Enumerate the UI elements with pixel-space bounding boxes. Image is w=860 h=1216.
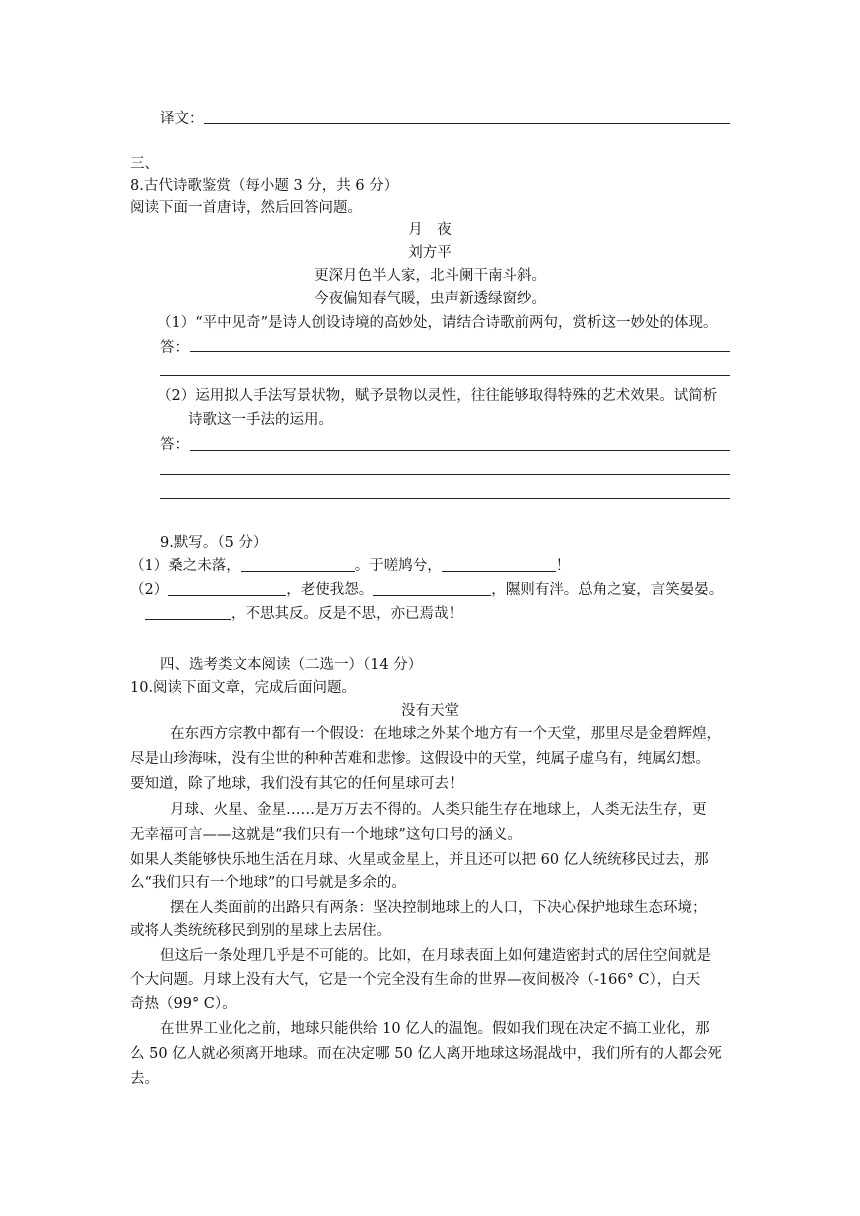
question-8-1-text: （1）“平中见奇”是诗人创设诗境的高妙处，请结合诗歌前两句，赏析这一妙处的体现。 [157,315,718,331]
article-p6-line-1: 在世界工业化之前，地球只能供给 10 亿人的温饱。假如我们现在决定不搞工业化，那 [160,1021,710,1037]
question-8-1-answer-line-1 [190,351,730,352]
poem-author: 刘方平 [408,245,452,261]
article-p3-line-2: 么“我们只有一个地球”的口号就是多余的。 [130,875,406,891]
question-9-item-3 [145,605,463,623]
question-8-2-answer-line-3 [160,498,730,499]
section-4-heading: 四、选考类文本阅读（二选一）（14 分） [160,657,423,673]
poem-line-2: 今夜偏知春气暖，虫声新透绿窗纱。 [314,291,546,307]
question-9-item-2-text-a: （2） [130,582,169,598]
question-8-2-text-b: 诗歌这一手法的运用。 [188,412,333,428]
fill-blank [168,581,286,596]
poem-title: 月 夜 [408,222,452,238]
fill-blank [145,605,231,620]
question-9-item-1-text-a: （1）桑之未落， [130,558,241,574]
question-9-item-1 [130,557,570,575]
fill-blank [241,557,355,572]
question-8-instruction: 阅读下面一首唐诗，然后回答问题。 [130,200,362,216]
question-8-2-text-a: （2）运用拟人手法写景状物，赋予景物以灵性，往往能够取得特殊的艺术效果。试简析 [157,388,718,404]
question-9-item-1-text-b: 。于嗟鸠兮， [354,558,442,574]
question-9-item-2-text-b: ，老使我怨。 [286,582,374,598]
fill-blank [442,557,556,572]
article-p2-line-1: 月球、火星、金星……是万万去不得的。人类只能生存在地球上，人类无法生存，更 [170,802,707,818]
article-p6-line-2: 么 50 亿人就必须离开地球。而在决定哪 50 亿人离开地球这场混战中，我们所有的人都会死 [130,1046,722,1062]
question-8-2-answer-label: 答： [160,437,189,453]
question-9-item-1-text-c: ！ [555,558,571,574]
poem-line-1: 更深月色半人家，北斗阑干南斗斜。 [314,268,546,284]
translation-answer-line [204,123,730,124]
question-9-item-3-text-b: ，不思其反。反是不思，亦已焉哉！ [231,606,463,622]
article-p1-line-2: 尽是山珍海味，没有尘世的种种苦难和悲惨。这假设中的天堂，纯属子虚乌有，纯属幻想。 [130,751,710,767]
question-8-title: 8.古代诗歌鉴赏（每小题 3 分，共 6 分） [130,178,399,194]
article-p1-line-3: 要知道，除了地球，我们没有其它的任何星球可去！ [130,776,464,792]
article-p6-line-3: 去。 [130,1071,159,1087]
article-p4-line-2: 或将人类统统移民到别的星球上去居住。 [130,923,391,939]
article-p5-line-3: 奇热（99° C）。 [130,996,237,1012]
article-p1-line-1: 在东西方宗教中都有一个假设：在地球之外某个地方有一个天堂，那里尽是金碧辉煌， [170,726,721,742]
article-p3-line-1: 如果人类能够快乐地生活在月球、火星或金星上，并且还可以把 60 亿人统统移民过去，那 [130,852,709,868]
question-8-2-answer-line-2 [160,474,730,475]
question-10-title: 10.阅读下面文章，完成后面问题。 [130,680,357,696]
question-9-title: 9.默写。（5 分） [160,535,268,551]
article-p5-line-1: 但这后一条处理几乎是不可能的。比如，在月球表面上如何建造密封式的居住空间就是 [160,948,711,964]
question-8-1-answer-line-2 [160,375,730,376]
question-9-item-2 [130,581,723,599]
section-3-heading: 三、 [130,156,159,172]
article-p4-line-1: 摆在人类面前的出路只有两条：坚决控制地球上的人口，下决心保护地球生态环境； [170,900,707,916]
article-p5-line-2: 个大问题。月球上没有大气，它是一个完全没有生命的世界—夜间极冷（-166° C），白天 [130,972,701,988]
fill-blank [373,581,491,596]
translation-label: 译文： [160,111,204,127]
question-9-item-2-text-c: ，隰则有泮。总角之宴，言笑晏晏。 [491,582,724,598]
article-p2-line-2: 无幸福可言——这就是“我们只有一个地球”这句口号的涵义。 [130,827,522,843]
question-8-1-answer-label: 答： [160,340,189,356]
question-8-2-answer-line-1 [190,450,730,451]
article-title: 没有天堂 [401,703,459,719]
